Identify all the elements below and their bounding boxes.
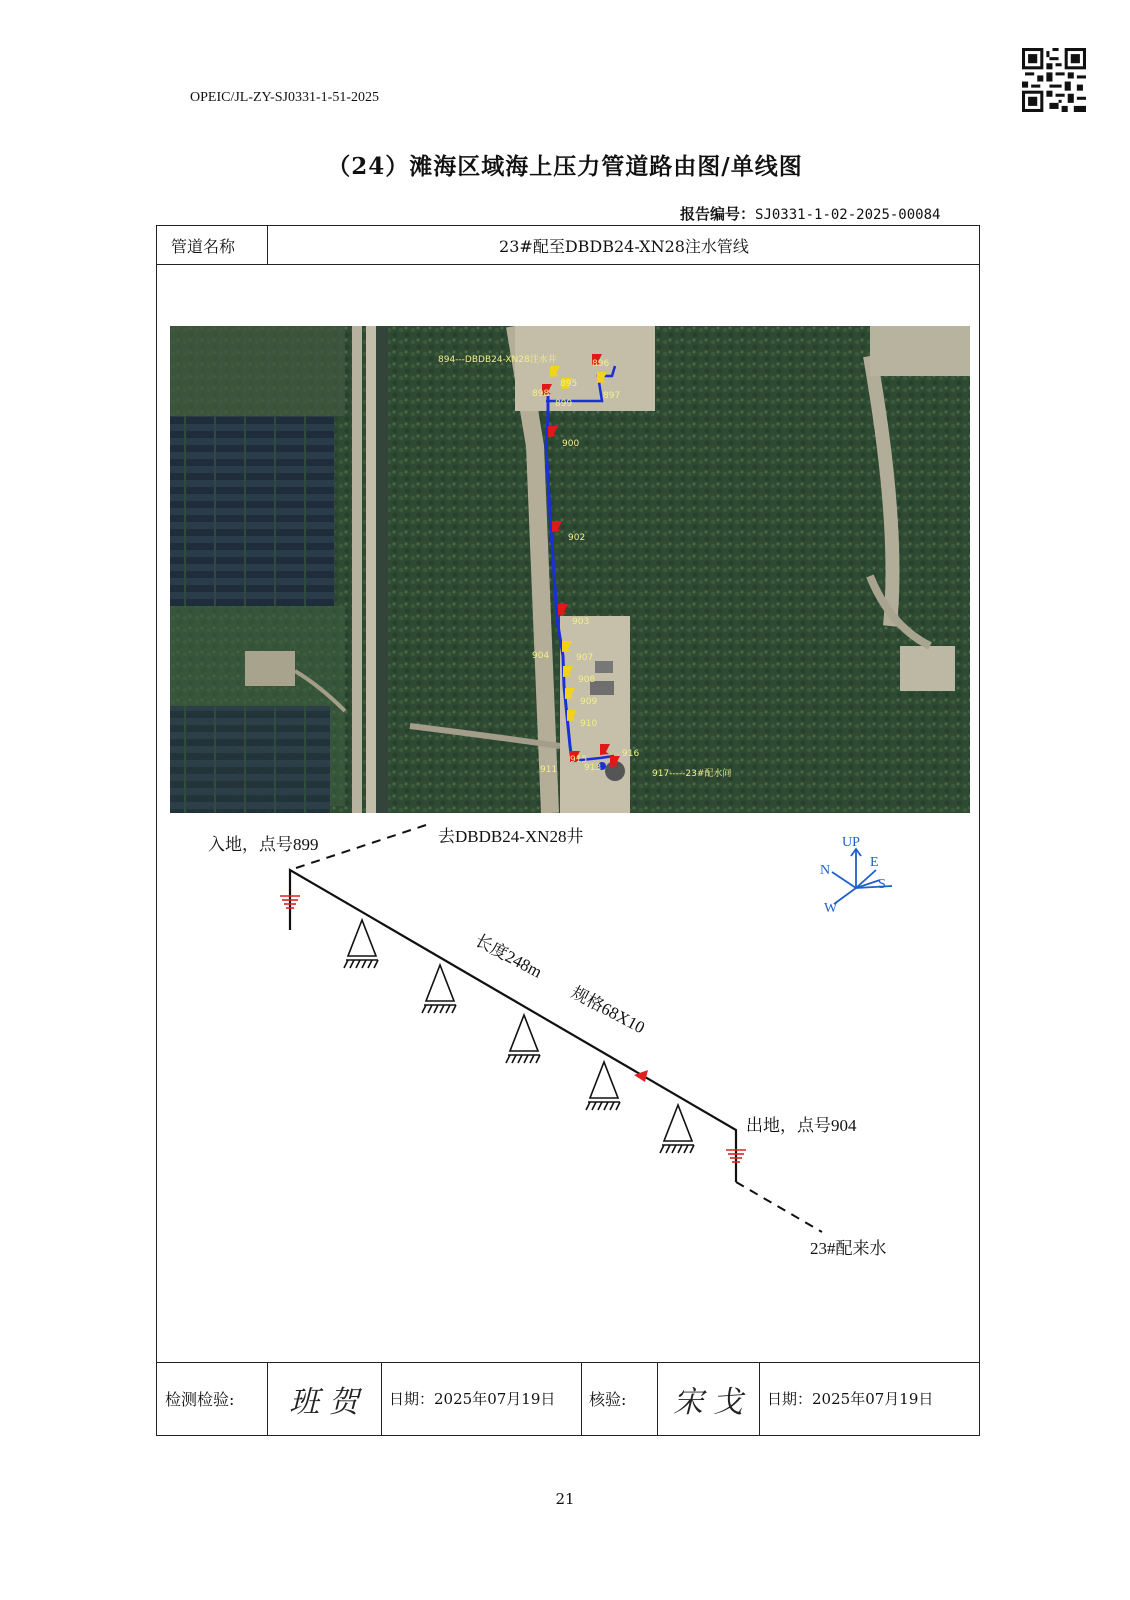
map-label-station: 917-----23#配水间 xyxy=(652,769,732,779)
qr-code-icon xyxy=(1022,48,1086,112)
map-point: 902 xyxy=(568,533,586,543)
map-point: 903 xyxy=(572,617,590,627)
document-code: OPEIC/JL-ZY-SJ0331-1-51-2025 xyxy=(190,90,379,105)
date1-value: 2025年07月19日 xyxy=(434,1390,556,1408)
map-point: 899 xyxy=(555,399,573,409)
compass-icon xyxy=(820,835,892,916)
map-point: 913 xyxy=(584,763,602,773)
report-number xyxy=(680,203,940,224)
single-line-diagram xyxy=(156,820,980,1360)
compass-w: W xyxy=(824,901,838,916)
exit-label: 出地，点号904 xyxy=(746,1116,857,1135)
source-label: 23#配来水 xyxy=(810,1239,887,1258)
compass-n: N xyxy=(820,863,831,878)
map-point: 908 xyxy=(578,675,596,685)
compass-e: E xyxy=(870,855,879,870)
map-point: 904 xyxy=(532,651,550,661)
page-title: （24）滩海区域海上压力管道路由图/单线图 xyxy=(327,153,803,180)
page-number: 21 xyxy=(555,1490,575,1508)
date1 xyxy=(389,1362,581,1435)
compass-up: UP xyxy=(842,835,860,850)
map-point: 898 xyxy=(532,389,550,399)
satellite-route-map xyxy=(170,326,970,813)
map-label-well: 894---DBDB24-XN28注水井 xyxy=(438,355,557,365)
map-point: 900 xyxy=(562,439,580,449)
pipe-name-value: 23#配至DBDB24-XN28注水管线 xyxy=(499,236,749,256)
dashed-line-from-source xyxy=(736,1182,822,1232)
report-number-label: 报告编号： xyxy=(680,205,756,223)
date2 xyxy=(767,1362,981,1435)
map-point: 916 xyxy=(622,749,640,759)
map-point: 909 xyxy=(580,697,598,707)
map-point: 897 xyxy=(603,391,621,401)
spec-label: 规格68X10 xyxy=(568,982,648,1038)
entry-label: 入地，点号899 xyxy=(208,835,319,854)
pipe-line xyxy=(290,870,736,1182)
pipe-support-icon xyxy=(586,1062,620,1110)
date1-label: 日期： xyxy=(389,1390,435,1408)
map-point: 907 xyxy=(576,653,594,663)
map-point: 895 xyxy=(560,379,578,389)
report-number-value: SJ0331-1-02-2025-00084 xyxy=(755,207,941,223)
map-point: 896 xyxy=(592,359,610,369)
date2-value: 2025年07月19日 xyxy=(812,1390,934,1408)
map-point: 910 xyxy=(580,719,598,729)
verify-label: 核验: xyxy=(589,1390,627,1409)
pipe-support-icon xyxy=(344,920,378,968)
pipe-name-label: 管道名称 xyxy=(171,236,236,256)
compass-s: S xyxy=(878,877,886,892)
length-label: 长度248m xyxy=(472,930,546,982)
pipe-support-icon xyxy=(422,965,456,1013)
inspect-label: 检测检验: xyxy=(165,1390,235,1409)
date2-label: 日期： xyxy=(767,1390,813,1408)
pipe-support-icon xyxy=(506,1015,540,1063)
pipe-support-icon xyxy=(660,1105,694,1153)
verifier-signature: 宋 戈 xyxy=(673,1384,743,1420)
inspector-signature: 班 贺 xyxy=(289,1384,359,1420)
map-point: 915 xyxy=(570,755,588,765)
to-well-label: 去DBDB24-XN28井 xyxy=(438,827,584,846)
map-point: 911 xyxy=(540,765,558,775)
